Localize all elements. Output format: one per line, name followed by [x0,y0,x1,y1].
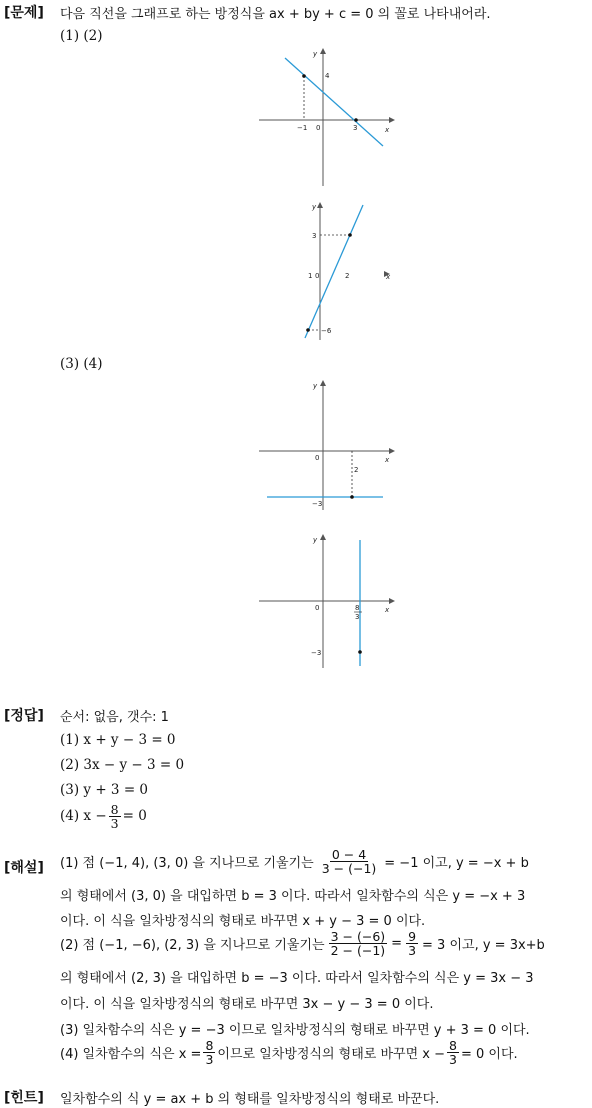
answer-4-fraction: $\frac{8}{3}$ [110,801,119,831]
problem-sub-3-4: (3) (4) [60,356,103,372]
graph-2-y-pos: 3 [312,232,317,240]
graph-1-y-label: y [313,50,318,58]
graph-4-origin: 0 [315,604,320,612]
graph-3-y-label: y [313,382,318,390]
graph-2 [300,200,395,342]
graph-1-point-b [354,118,358,122]
graph-2-point-a [348,233,352,237]
answer-meta: 순서: 없음, 갯수: 1 [60,710,169,725]
graph-1-x-pos: 3 [353,124,358,132]
graph-4-y-label: y [313,536,318,544]
graph-3-x-pos: 2 [354,466,359,474]
solution-line-3: 이다. 이 식을 일차방정식의 형태로 바꾸면 x + y − 3 = 0 이다. [60,914,426,929]
slope-fraction-1: $\frac{0 - 4}{3 - (-1)}$ [321,846,377,876]
solution-line-5: 의 형태에서 (2, 3) 을 대입하면 b = −3 이다. 따라서 일차함수의 식은 y = 3x − 3 [60,971,534,986]
solution-line-7: (3) 일차함수의 식은 y = −3 이므로 일차방정식의 형태로 바꾸면 y + 3 = 0 이다. [60,1023,530,1038]
slope-fraction-3: $\frac{9}{3}$ [408,928,417,958]
graph-4-y-neg: −3 [311,649,322,657]
hint-text: 일차함수의 식 y = ax + b 의 형태를 일차방정식의 형태로 바꾼다. [60,1092,440,1107]
graph-3-x-label: x [385,456,390,464]
graph-3 [255,378,395,512]
answer-4-post: = 0 [122,808,147,824]
slope-fraction-2: $\frac{3 - (-6)}{2 - (-1)}$ [330,928,386,958]
answer-3: (3) y + 3 = 0 [60,782,149,798]
graph-1-x-label: x [385,126,390,134]
problem-tag: [문제] [4,5,44,21]
answer-tag: [정답] [4,708,44,724]
x-fraction-2: $\frac{8}{3}$ [449,1037,457,1067]
graph-3-origin: 0 [315,454,320,462]
graph-2-point-b [306,328,310,332]
x-fraction-1: $\frac{8}{3}$ [205,1037,214,1067]
graph-4-x-den: 3 [355,613,360,621]
graph-1-point-a [302,74,306,78]
solution-tag: [해설] [4,860,44,876]
graph-1-x-neg: −1 [297,124,308,132]
graph-4-point [358,650,362,654]
graph-2-origin: 0 [315,272,320,280]
graph-4-x-num: 8 [355,604,360,612]
problem-text: 다음 직선을 그래프로 하는 방정식을 ax + by + c = 0 의 꼴로 나타내어라. [60,7,491,22]
answer-2: (2) 3x − y − 3 = 0 [60,757,185,773]
graph-3-y-neg: −3 [312,500,323,508]
graph-4-x-label: x [385,606,390,614]
graph-1-y-pos: 4 [325,72,330,80]
problem-sub-1-2: (1) (2) [60,28,103,44]
graph-2-line [305,205,363,338]
graph-4 [255,532,395,670]
graph-2-y-label: y [312,203,317,211]
graph-2-x-left: 1 [308,272,313,280]
answer-4-pre: (4) x − [60,808,107,824]
hint-tag: [힌트] [4,1090,44,1106]
solution-line-8: (4) 일차함수의 식은 x = $\frac{8}{3}$ 이므로 일차방정식의 형태로 바꾸면 x − $\frac{8}{3}$ = 0 이다. [60,1037,518,1067]
graph-2-x-label: x [386,273,391,281]
graph-1 [255,48,395,188]
graph-2-x-pos: 2 [345,272,350,280]
solution-line-1: (1) 점 (−1, 4), (3, 0) 을 지나므로 기울기는 $\frac{0 - 4}{3 - (-1)}$ = −1 이고, y = −x + b [60,846,529,876]
solution-line-4: (2) 점 (−1, −6), (2, 3) 을 지나므로 기울기는 $\frac{3 - (-6)}{2 - (-1)}$ = $\frac{9}{3}$ = 3 이고, y = 3x+b [60,928,545,958]
answer-4 [60,798,147,834]
graph-3-point [350,495,354,499]
solution-line-2: 의 형태에서 (3, 0) 을 대입하면 b = 3 이다. 따라서 일차함수의 식은 y = −x + 3 [60,889,526,904]
graph-2-y-neg: −6 [321,327,332,335]
graph-1-origin: 0 [316,124,321,132]
solution-line-6: 이다. 이 식을 일차방정식의 형태로 바꾸면 3x − y − 3 = 0 이다. [60,997,434,1012]
answer-1: (1) x + y − 3 = 0 [60,732,176,748]
graph-1-line [285,58,383,146]
